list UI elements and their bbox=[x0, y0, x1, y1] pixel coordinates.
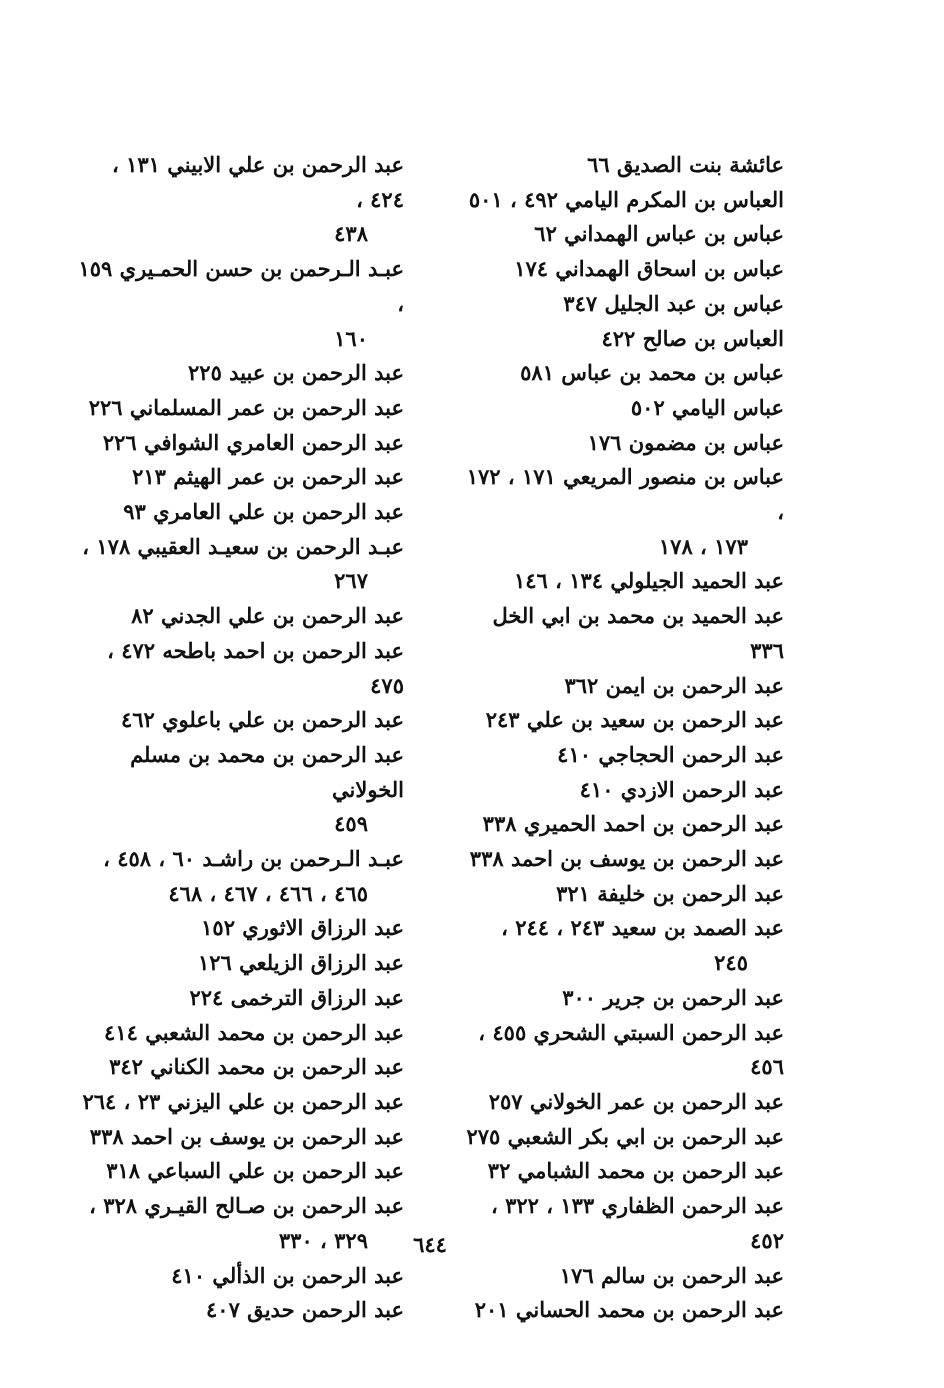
index-entry-text: عبد الرزاق الاثوري ١٥٢ bbox=[201, 915, 404, 941]
index-entry-text: العباس بن المكرم اليامي ٤٩٢ ، ٥٠١ bbox=[468, 186, 784, 212]
index-entry-continuation: ٤٦٥ ، ٤٦٦ ، ٤٦٧ ، ٤٦٨ bbox=[168, 880, 368, 906]
index-entry-text: عبد الرحمن بن محمد الكناني ٣٤٢ bbox=[109, 1054, 404, 1080]
index-entry-text: عباس بن منصور المريعي ١٧١ ، ١٧٢ ، bbox=[466, 464, 784, 525]
index-entry-continuation: ٤٥٩ bbox=[334, 811, 368, 837]
index-entry-text: عبد الرزاق الترخمى ٢٢٤ bbox=[189, 984, 404, 1010]
index-entry-text: عبد الرزاق الزيلعي ١٢٦ bbox=[197, 950, 404, 976]
index-entry-text: عبد الصمد بن سعيد ٢٤٣ ، ٢٤٤ ، bbox=[501, 915, 784, 941]
index-entry-text: عبد الرحمن حديق ٤٠٧ bbox=[206, 1297, 404, 1323]
index-entry-text: عبد الرحمن بن عبيد ٢٢٥ bbox=[188, 360, 404, 386]
index-entry-text: عبد الرحمن بن محمد الحساني ٢٠١ bbox=[474, 1297, 784, 1323]
index-entry-text: عبد الرحمن بن علي اليزني ٢٣ ، ٢٦٤ bbox=[82, 1088, 404, 1114]
index-entry-text: عباس بن محمد بن عباس ٥٨١ bbox=[520, 360, 784, 386]
index-entry bbox=[454, 322, 784, 357]
index-entry-continuation: ١٦٠ bbox=[334, 325, 368, 351]
index-entry bbox=[454, 599, 784, 668]
index-entry-text: عبد الرحمن بن يوسف بن احمد ٣٣٨ bbox=[89, 1123, 404, 1149]
index-entry bbox=[454, 252, 784, 287]
index-entry-text: عباس بن اسحاق الهمداني ١٧٤ bbox=[514, 256, 784, 282]
index-entry bbox=[74, 599, 404, 634]
index-entry-text: عبد الرحمن بن ابي بكر الشعبي ٢٧٥ bbox=[466, 1123, 784, 1149]
index-column-left bbox=[74, 148, 404, 1328]
index-entry-text: عبد الرحمن الظفاري ١٣٣ ، ٣٢٢ ، ٤٥٢ bbox=[491, 1193, 784, 1253]
index-entry bbox=[454, 183, 784, 218]
index-entry bbox=[454, 217, 784, 252]
index-entry bbox=[74, 356, 404, 391]
index-entry bbox=[454, 1085, 784, 1120]
index-entry-text: عبد الرحمن بن محمد بن مسلم الخولاني bbox=[130, 741, 404, 802]
index-entry-text: عبد الرحمن بن الذألي ٤١٠ bbox=[171, 1262, 404, 1288]
index-entry bbox=[454, 877, 784, 912]
index-entry bbox=[74, 911, 404, 946]
index-entry-text: عبد الرحمن العامري الشوافي ٢٢٦ bbox=[102, 429, 404, 455]
index-entry-text: عبد الرحمن بن سالم ١٧٦ bbox=[559, 1262, 784, 1288]
index-entry-text: عباس اليامي ٥٠٢ bbox=[630, 394, 784, 420]
index-entry-continuation: ١٧٣ ، ١٧٨ bbox=[658, 533, 748, 559]
index-entry-text: عبد الرحمن بن محمد الشعبي ٤١٤ bbox=[104, 1019, 404, 1045]
index-entry-text: عبد الرحمن بن احمد باطحه ٤٧٢ ، ٤٧٥ bbox=[107, 637, 404, 698]
index-entry bbox=[454, 564, 784, 599]
index-entry-text: عبد الرحمن بن صـالح القيـري ٣٢٨ ، bbox=[89, 1193, 404, 1219]
index-entry bbox=[74, 391, 404, 426]
index-entry bbox=[74, 1050, 404, 1085]
index-entry bbox=[454, 1016, 784, 1085]
index-entry bbox=[454, 148, 784, 183]
index-entry-text: عبد الرحمن السبتي الشحري ٤٥٥ ، ٤٥٦ bbox=[478, 1019, 784, 1080]
index-entry-text: عبد الرحمن بن علي السباعي ٣١٨ bbox=[106, 1158, 404, 1184]
index-entry bbox=[74, 426, 404, 461]
index-entry-text: عبد الرحمن بن سعيد بن علي ٢٤٣ bbox=[485, 707, 784, 733]
index-entry-text: عبد الرحمن بن خليفة ٣٢١ bbox=[556, 880, 784, 906]
index-entry bbox=[454, 703, 784, 738]
index-entry bbox=[454, 426, 784, 461]
index-entry bbox=[74, 738, 404, 842]
index-entry bbox=[74, 148, 404, 252]
index-entry-text: عبد الرحمن بن محمد الشبامي ٣٢ bbox=[487, 1158, 784, 1184]
index-entry bbox=[74, 252, 404, 356]
index-entry-text: عبد الرحمن بن عمر المسلماني ٢٢٦ bbox=[88, 394, 404, 420]
index-entry-text: عبد الحميد بن محمد بن ابي الخل ٣٣٦ bbox=[492, 603, 784, 663]
index-entry bbox=[74, 981, 404, 1016]
index-entry bbox=[454, 842, 784, 877]
index-entry bbox=[454, 1259, 784, 1294]
index-entry-text: عبد الرحمن الحجاجي ٤١٠ bbox=[557, 741, 784, 767]
index-entry-text: عائشة بنت الصديق ٦٦ bbox=[587, 152, 784, 177]
page-number: ٦٤٤ bbox=[413, 1232, 447, 1257]
index-entry-text: عبد الرحمن بن علي الابيني ١٣١ ، ٤٢٤ ، bbox=[112, 152, 404, 212]
index-entry-continuation: ٤٣٨ bbox=[334, 221, 368, 247]
index-entry-text: عبـد الـرحمن بن حسن الحمـيري ١٥٩ ، bbox=[78, 256, 404, 316]
index-entry bbox=[74, 946, 404, 981]
index-entry bbox=[74, 495, 404, 530]
index-entry-text: عبـد الـرحمن بن راشـد ٦٠ ، ٤٥٨ ، bbox=[103, 846, 404, 872]
index-entry bbox=[454, 669, 784, 704]
index-entry bbox=[454, 391, 784, 426]
index-entry bbox=[454, 287, 784, 322]
index-entry bbox=[454, 911, 784, 980]
index-entry bbox=[74, 1085, 404, 1120]
index-entry bbox=[74, 842, 404, 911]
index-entry-text: عبـد الرحمن بن سعيـد العقيبي ١٧٨ ، bbox=[82, 533, 404, 559]
index-entry bbox=[74, 1016, 404, 1051]
index-entry bbox=[454, 981, 784, 1016]
index-entry bbox=[454, 1120, 784, 1155]
index-entry bbox=[454, 738, 784, 773]
index-entry-text: عبد الرحمن بن يوسف بن احمد ٣٣٨ bbox=[469, 846, 784, 872]
index-entry bbox=[74, 1154, 404, 1189]
index-column-right bbox=[454, 148, 784, 1328]
index-entry bbox=[74, 460, 404, 495]
index-entry-text: عبد الرحمن بن علي الجدني ٨٢ bbox=[131, 603, 404, 629]
index-entry-continuation: ٢٤٥ bbox=[714, 950, 748, 976]
index-entry-text: عبد الرحمن الازدي ٤١٠ bbox=[579, 776, 784, 802]
index-entry bbox=[74, 1259, 404, 1294]
index-entry-text: عبد الرحمن بن علي باعلوي ٤٦٢ bbox=[120, 707, 404, 733]
index-entry-text: عبد الرحمن بن جرير ٣٠٠ bbox=[562, 984, 784, 1010]
index-entry bbox=[454, 1154, 784, 1189]
index-entry bbox=[454, 773, 784, 808]
index-entry-text: عبد الرحمن بن احمد الحميري ٣٣٨ bbox=[482, 811, 784, 837]
index-entry bbox=[454, 1293, 784, 1328]
index-entry bbox=[74, 634, 404, 703]
index-entry bbox=[454, 807, 784, 842]
index-entry-text: عبد الرحمن بن عمر الهيثم ٢١٣ bbox=[132, 464, 404, 490]
index-entry bbox=[74, 1293, 404, 1328]
index-entry-continuation: ٣٢٩ ، ٣٣٠ bbox=[278, 1227, 368, 1253]
index-entry-text: عبد الرحمن بن عمر الخولاني ٢٥٧ bbox=[488, 1088, 784, 1114]
index-entry-text: عبد الرحمن بن ايمن ٣٦٢ bbox=[564, 672, 784, 698]
index-entry bbox=[454, 460, 784, 564]
index-entry bbox=[454, 356, 784, 391]
index-entry-text: عباس بن مضمون ١٧٦ bbox=[587, 429, 784, 455]
index-entry bbox=[74, 530, 404, 599]
index-entry-text: عباس بن عباس الهمداني ٦٢ bbox=[534, 221, 784, 247]
index-entry-text: عبد الحميد الجيلولي ١٣٤ ، ١٤٦ bbox=[513, 568, 784, 594]
index-entry-text: العباس بن صالح ٤٢٢ bbox=[601, 325, 784, 351]
index-entry bbox=[74, 1120, 404, 1155]
index-entry-text: عباس بن عبد الجليل ٣٤٧ bbox=[563, 290, 784, 316]
index-entry-continuation: ٢٦٧ bbox=[334, 568, 368, 594]
index-entry bbox=[74, 703, 404, 738]
index-entry-text: عبد الرحمن بن علي العامري ٩٣ bbox=[123, 499, 404, 525]
